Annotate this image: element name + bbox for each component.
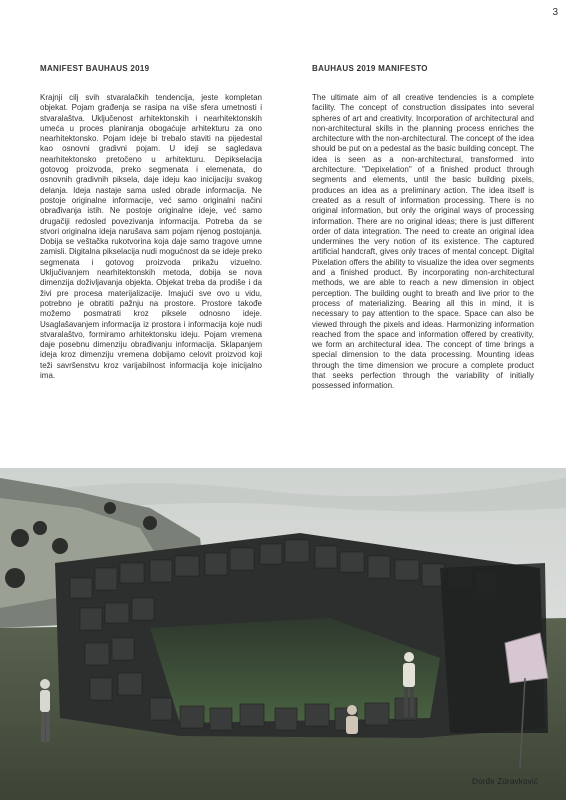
manifesto-english-column	[312, 64, 534, 392]
manifesto-serbian-text: Krajnji cilj svih stvaralačkih tendencija, jeste kompletan objekat. Pojam građenja se rasipa na više sfera umetnosti i stvaralaštva. Uključenost arhitektonskih i nearhitektonskih umeća u proces planiranja obogaćuje arhitekturu za ono nearhitektonsko. Pojam ideje bi trebalo staviti na pijedestal kao osnovni gradivni pojam. U ideji se sagledava nearhitektonsko pretočeno u arhitekturu. Depikselacija gotovog proizvoda, preko segmenata i elemenata, do osnovnih gradivnih piksela, daje ideju kao inicijaciju svakog delanja. Ideja nastaje sama usled obrade informacija. Ne postoje originalne informacije, već samo originalni načini obrađivanja istih. Ne postoje originalne ideje, već samo drugačiji redosled povezivanja informacija. Potreba da se stvori originalna ideja narušava sam pojam njenog postojanja. Dobija se veštačka rukotvorina koja daje samo tragove umne zamisli. Digitalna pikselacija nudi mogućnost da se ideje preko segmenata i gotovog proizvoda prikažu vizuelno. Uključivanjem nearhitektonskih metoda, dobija se nova dimenzija doživljavanja objekta. Objekat treba da prodiše i da živi pre procesa materijalizacije. Imajući sve ovo u vidu, potrebno je obratiti pažnju na prostore. Prostore takođe možemo posmatrati kroz piksele odnosno ideje. Usaglašavanjem informacija iz prostora i informacija koje nudi stvaralaštvo, formiramo arhitektonsku ideju. Pojam vremena daje posebnu dimenziju obrađivanju informacija. Sklapanjem ideja kroz dimenziju vremena dobijamo celovit proizvod koji teži savršenstvu kroz varijabilnost informacija koje inicijalno ima.	[40, 93, 262, 381]
manifesto-english-text: The ultimate aim of all creative tendencies is a complete facility. The concept of construction dissipates into several spheres of art and creativity. Incorporation of architectural and non-architectural skills in the planning process enriches the architecture with the non-architectural. The concept of the idea should be put on a pedestal as the basic building concept. The idea is seen as a non-architectural, transformed into architecture. "Depixelation" of a finished product through segments and elements, until the basic building pixels, produces an idea as a preliminary action. The idea itself is created as a result of information processing. There is no original information, but only the original ways of processing information. There are no original ideas; there is just different order of data integration. The need to create an original idea undermines the very notion of its existence. The captured artificial handcraft, gives only traces of mental concept. Digital Pixelation offers the ability to visualize the idea over segments and a finished product. By incorporating non-architectural methods, we are able to reach a new dimension in object perception. The building ought to breath and live prior to the process of materializing. Bearing all this in mind, it is necessary to pay attention to the space. Space can also be viewed through the pixels and ideas. Harmonizing information reached from the space and information offered by creativity, we form an architectural idea. The concept of time brings a special dimension to the data processing. Mounting ideas through the time dimension we procure a complete product that seeks perfection through the variability of initially possessed information.	[312, 93, 534, 391]
manifesto-serbian-title: MANIFEST BAUHAUS 2019	[40, 64, 150, 73]
page-number: 3	[552, 7, 558, 18]
manifesto-english-title: BAUHAUS 2019 MANIFESTO	[312, 64, 428, 73]
render-credit: Đorđe Zdravković	[472, 777, 538, 786]
architectural-render-image	[0, 468, 566, 800]
manifesto-serbian-column	[40, 64, 262, 381]
